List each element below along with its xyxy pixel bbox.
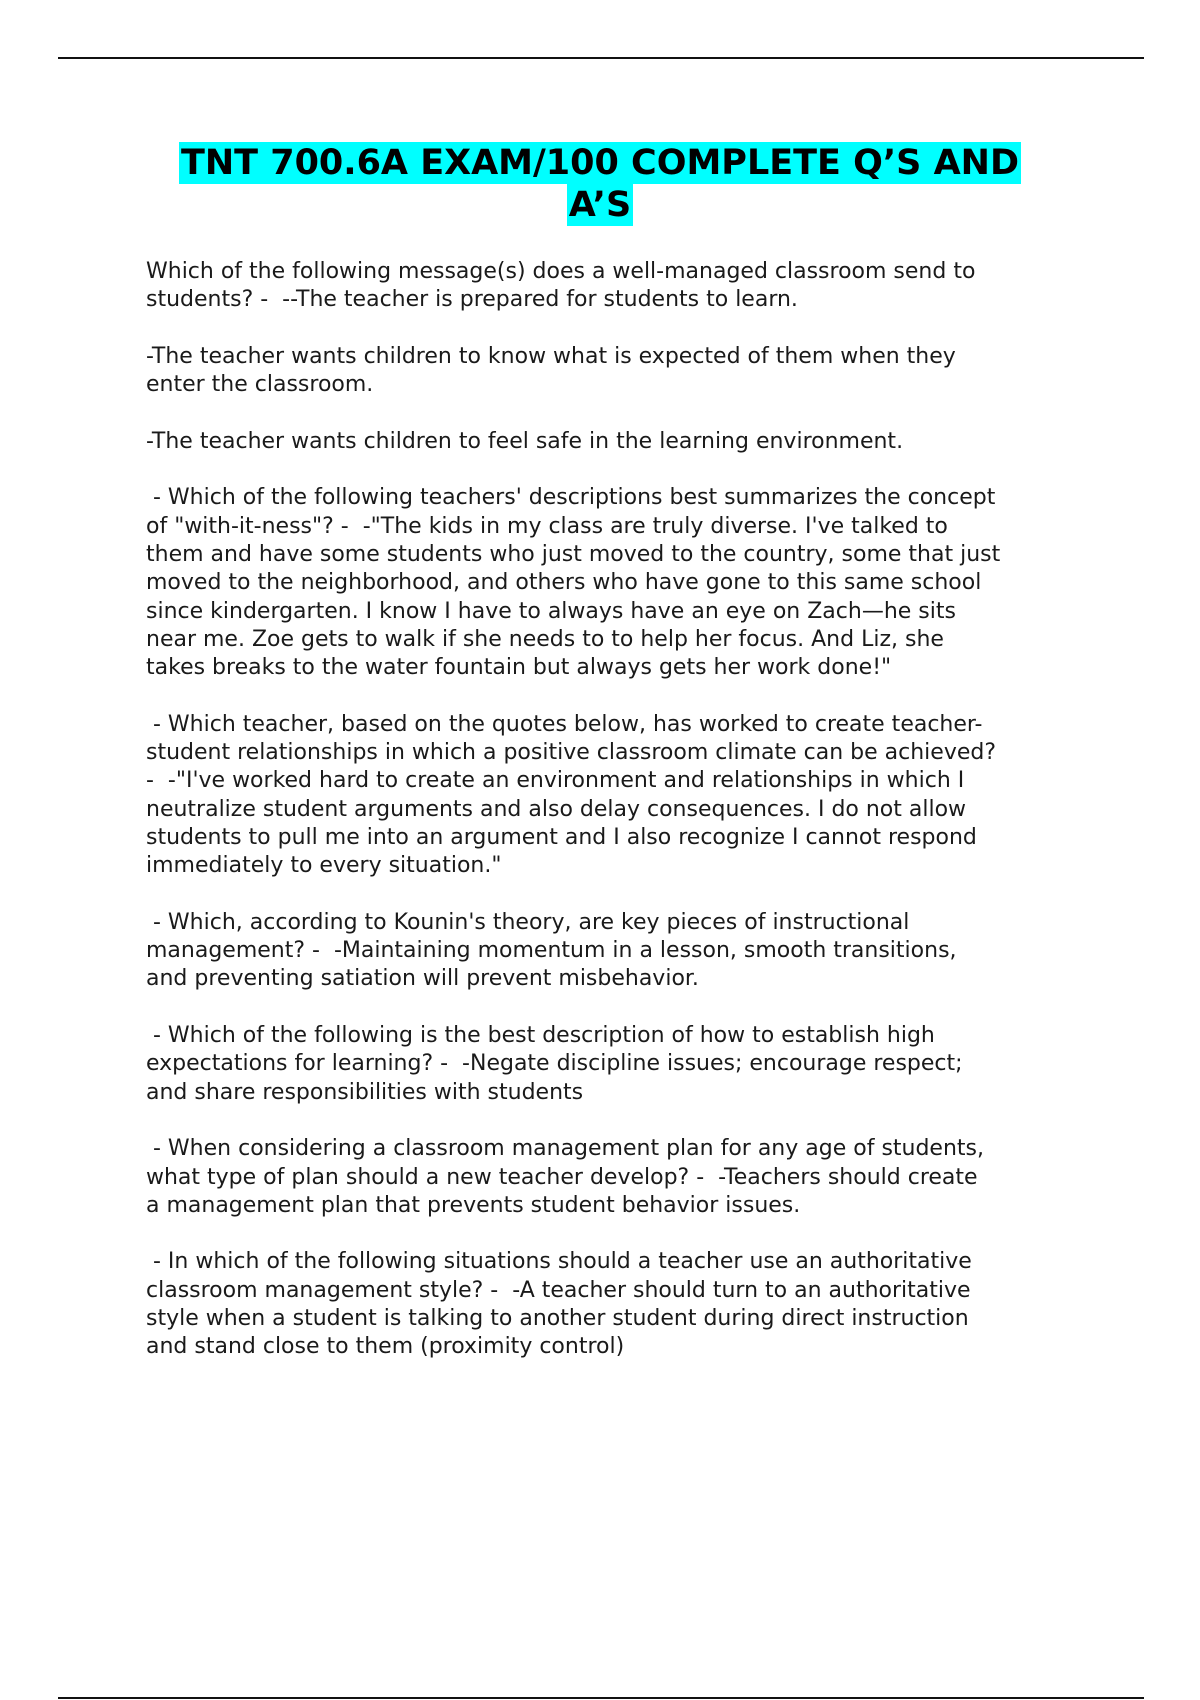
qa-paragraph-9: - In which of the following situations should a teacher use an authoritative classroom management style? - -A teacher should turn to an authoritative style when a student is talking to another student during direct instruction and stand close to them (proximity control) xyxy=(146,1249,972,1360)
qa-paragraph-3: -The teacher wants children to feel safe in the learning environment. xyxy=(146,428,904,454)
document-body xyxy=(146,258,1096,1390)
qa-paragraph-5: - Which teacher, based on the quotes below, has worked to create teacher- student relationships in which a positive classroom climate can be achieved? - -"I've worked hard to create an environment and relationships in which I neutralize student arguments and also delay consequences. I do not allow students to pull me into an argument and I also recognize I cannot respond immediately to every situation." xyxy=(146,711,997,879)
qa-paragraph-1: Which of the following message(s) does a well-managed classroom send to students? - --The teacher is prepared for students to learn. xyxy=(146,259,976,313)
title-line-2: A’S xyxy=(568,185,632,225)
qa-paragraph-4: - Which of the following teachers' descriptions best summarizes the concept of "with-it-ness"? - -"The kids in my class are truly diverse. I've talked to them and have some students who just moved to the country, some that just moved to the neighborhood, and others who have gone to this same school since kindergarten. I know I have to always have an eye on Zach—he sits near me. Zoe gets to walk if she needs to to help her focus. And Liz, she takes breaks to the water fountain but always gets her work done!" xyxy=(146,485,1001,681)
qa-paragraph-2: -The teacher wants children to know what is expected of them when they enter the classroom. xyxy=(146,343,956,398)
title-line-1: TNT 700.6A EXAM/100 COMPLETE Q’S AND xyxy=(180,143,1020,183)
qa-paragraph-8: - When considering a classroom management plan for any age of students, what type of plan should a new teacher develop? - -Teachers should create a management plan that prevents student behavior issues. xyxy=(146,1136,984,1218)
top-divider xyxy=(58,57,1144,59)
document-title xyxy=(100,142,1100,226)
bottom-divider xyxy=(58,1697,1144,1699)
qa-paragraph-7: - Which of the following is the best description of how to establish high expectations for learning? - -Negate discipline issues; encourage respect; and share responsibilities with students xyxy=(146,1023,963,1105)
qa-paragraph-6: - Which, according to Kounin's theory, are key pieces of instructional management? - -Maintaining momentum in a lesson, smooth transitions, and preventing satiation will prevent misbehavior. xyxy=(146,909,957,992)
